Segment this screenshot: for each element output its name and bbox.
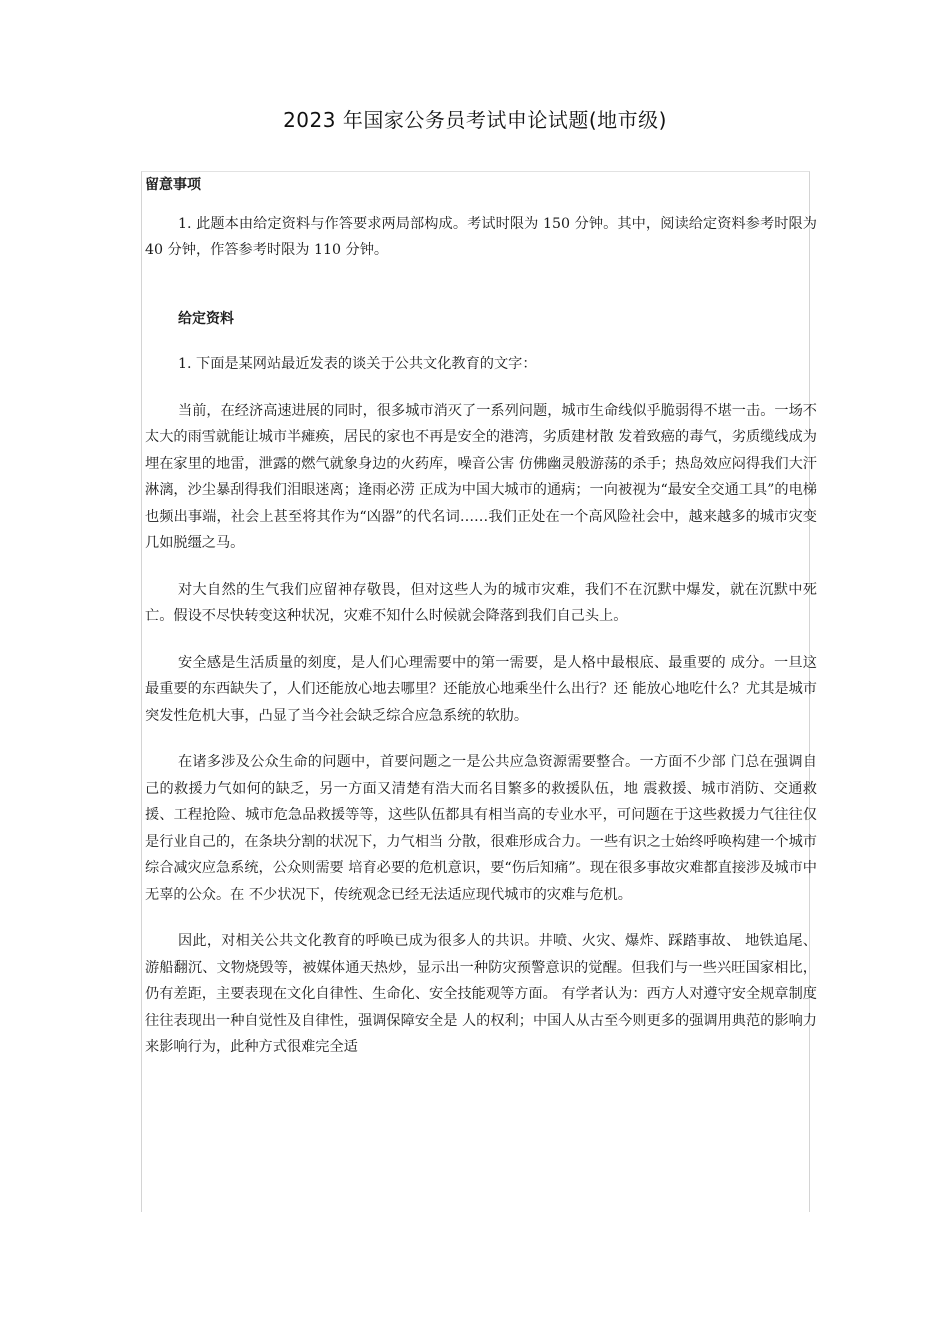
page-title: 2023 年国家公务员考试申论试题(地市级) (283, 108, 667, 132)
document-body (145, 172, 817, 1061)
material-paragraph: 对大自然的生气我们应留神存敬畏，但对这些人为的城市灾难，我们不在沉默中爆发，就在沉默中死亡。假设不尽快转变这种状况，灾难不知什么时候就会降落到我们自己头上。 (145, 581, 817, 624)
notice-item: 1. 此题本由给定资料与作答要求两局部构成。考试时限为 150 分钟。其中，阅读给定资料参考时限为 40 分钟，作答参考时限为 110 分钟。 (145, 215, 817, 258)
materials-heading: 给定资料 (178, 310, 234, 327)
notice-heading: 留意事项 (145, 177, 201, 193)
materials-intro: 1. 下面是某网站最近发表的谈关于公共文化教育的文字： (178, 356, 537, 372)
material-paragraph: 在诸多涉及公众生命的问题中，首要问题之一是公共应急资源需要整合。一方面不少部 门总在强调自己的救援力气如何的缺乏，另一方面又清楚有浩大而名目繁多的救援队伍，地 震救援、城市消防、交通救援、工程抢险、城市危急品救援等等，这些队伍都具有相当高的专业水平，可问题在于这些救援力气往往仅是行业自己的，在条块分割的状况下，力气相当 分散，很难形成合力。一些有识之士始终呼唤构建一个城市综合减灾应急系统，公众则需要 培育必要的危机意识，要“伤后知痛”。现在很多事故灾难都直接涉及城市中无辜的公众。在 不少状况下，传统观念已经无法适应现代城市的灾难与危机。 (145, 754, 817, 903)
material-paragraph: 当前，在经济高速进展的同时，很多城市消灭了一系列问题，城市生命线似乎脆弱得不堪一击。一场不太大的雨雪就能让城市半瘫痪，居民的家也不再是安全的港湾，劣质建材散 发着致癌的毒气，劣质缆线成为埋在家里的地雷，泄露的燃气就象身边的火药库，噪音公害 仿佛幽灵般游荡的杀手；热岛效应闷得我们大汗淋漓，沙尘暴刮得我们泪眼迷离；逢雨必涝 正成为中国大城市的通病；一向被视为“最安全交通工具”的电梯也频出事端，社会上甚至将其作为“凶器”的代名词……我们正处在一个高风险社会中，越来越多的城市灾变几如脱缰之马。 (145, 402, 817, 551)
material-paragraph: 因此，对相关公共文化教育的呼唤已成为很多人的共识。井喷、火灾、爆炸、踩踏事故、 地铁追尾、游船翻沉、文物烧毁等，被媒体通天热炒，显示出一种防灾预警意识的觉醒。但我们与一些兴旺国家相比，仍有差距，主要表现在文化自律性、生命化、安全技能观等方面。 有学者认为：西方人对遵守安全规章制度往往表现出一种自觉性及自律性，强调保障安全是 人的权利；中国人从古至今则更多的强调用典范的影响力来影响行为，此种方式很难完全适 (145, 933, 817, 1055)
material-paragraph: 安全感是生活质量的刻度，是人们心理需要中的第一需要，是人格中最根底、最重要的 成分。一旦这最重要的东西缺失了，人们还能放心地去哪里？还能放心地乘坐什么出行？还 能放心地吃什么？尤其是城市突发性危机大事，凸显了当今社会缺乏综合应急系统的软肋。 (145, 654, 817, 724)
